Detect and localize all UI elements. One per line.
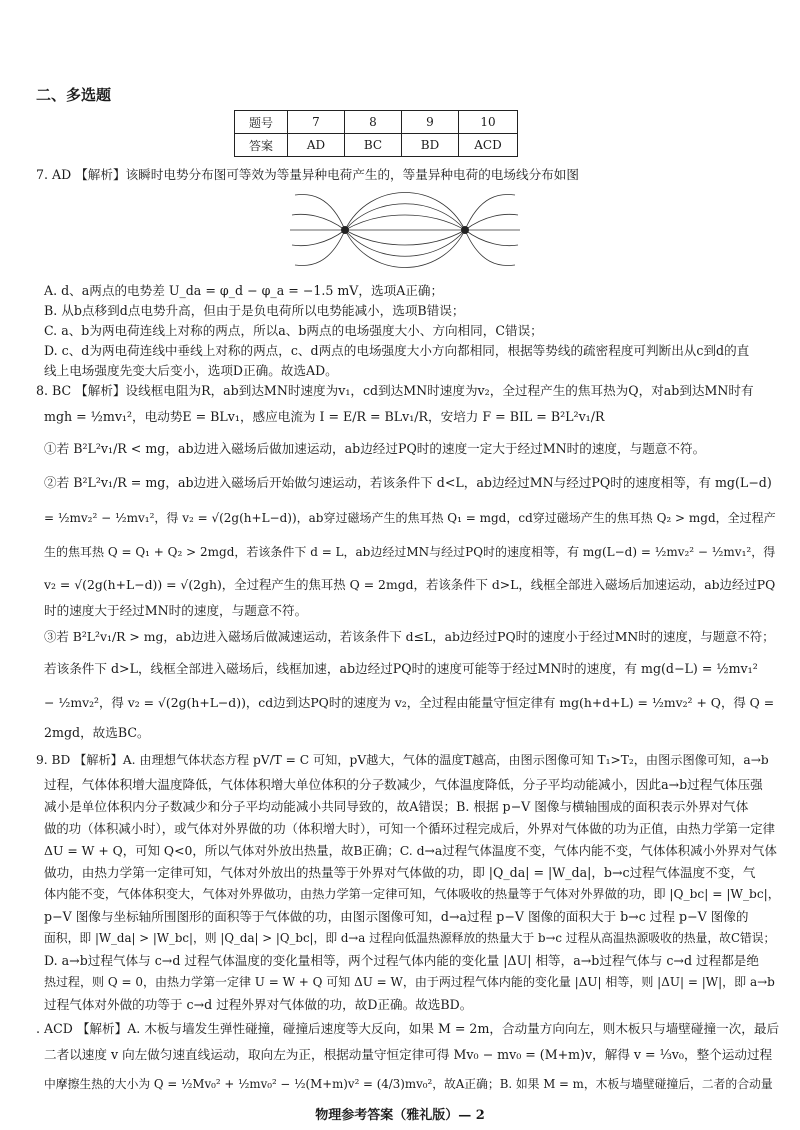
answer-table-header-number: 题号 — [235, 111, 288, 134]
q8-line: 时的速度大于经过MN时的速度，与题意不符。 — [44, 603, 308, 618]
q7-line: A. d、a两点的电势差 U_da = φ_d − φ_a = −1.5 mV，选项A正确； — [44, 283, 444, 298]
negative-charge-icon — [461, 226, 469, 234]
positive-charge-icon — [341, 226, 349, 234]
q7-line: 7. AD 【解析】该瞬时电势分布图可等效为等量异种电荷产生的，等量异种电荷的电场线分布如图 — [36, 167, 579, 182]
q7-line: 线上电场强度先变大后变小，选项D正确。故选AD。 — [44, 363, 338, 378]
q8-line: = ½mv₂² − ½mv₁²，得 v₂ = √(2g(h+L−d))，ab穿过磁场产生的焦耳热 Q₁ = mgd，cd穿过磁场产生的焦耳热 Q₂ > mgd，全过程产 — [44, 511, 776, 525]
answer-table-number: 9 — [402, 111, 459, 134]
q9-line: 9. BD 【解析】A. 由理想气体状态方程 pV/T = C 可知，pV越大，气体的温度T越高，由图示图像可知 T₁>T₂，由图示图像可知，a→b — [36, 753, 769, 767]
page-footer: 物理参考答案（雅礼版）— 2 — [315, 1108, 485, 1123]
q10-line: 二者以速度 v 向左做匀速直线运动，取向左为正，根据动量守恒定律可得 Mv₀ − mv₀ = (M+m)v，解得 v = ⅓v₀，整个运动过程 — [44, 1047, 773, 1062]
q8-line: ①若 B²L²v₁/R < mg，ab边进入磁场后做加速运动，ab边经过PQ时的速度一定大于经过MN时的速度，与题意不符。 — [44, 441, 706, 456]
q8-line: − ½mv₂²，得 v₂ = √(2g(h+L−d))，cd边到达PQ时的速度为 v₂，全过程由能量守恒定律有 mg(h+d+L) = ½mv₂² + Q，得 Q = — [44, 695, 775, 710]
answer-table-number-row — [235, 111, 518, 134]
q8-line: 2mgd，故选BC。 — [44, 725, 150, 740]
field-lines-figure — [290, 185, 520, 275]
q9-line: 面积，即 |W_da| > |W_bc|，则 |Q_da| > |Q_bc|，即 d→a 过程向低温热源释放的热量大于 b→c 过程从高温热源吸收的热量，故C错误； — [44, 931, 776, 945]
q9-line: ΔU = W + Q，可知 Q<0，所以气体对外放出热量，故B正确；C. d→a过程气体温度不变，气体内能不变，气体体积减小外界对气体 — [44, 843, 777, 858]
q7-line: C. a、b为两电荷连线上对称的两点，所以a、b两点的电场强度大小、方向相同，C错误； — [44, 323, 543, 338]
q8-line: ②若 B²L²v₁/R = mg，ab边进入磁场后开始做匀速运动，若该条件下 d<L，ab边经过MN与经过PQ时的速度相等，有 mg(L−d) — [44, 475, 772, 490]
section-title: 二、多选题 — [36, 86, 112, 104]
answer-table-header-answer: 答案 — [235, 134, 288, 157]
q9-line: 过程气体对外做的功等于 c→d 过程外界对气体做的功，故D正确。故选BD。 — [44, 997, 473, 1012]
q9-line: 过程，气体体积增大温度降低，气体体积增大单位体积的分子数减少，气体温度降低，分子平均动能减小，因此a→b过程气体压强 — [44, 777, 763, 792]
answer-table-answer: BC — [345, 134, 402, 157]
q8-line: v₂ = √(2g(h+L−d)) = √(2gh)，全过程产生的焦耳热 Q = 2mgd，若该条件下 d>L，线框全部进入磁场后加速运动，ab边经过PQ — [44, 577, 776, 592]
q7-line: D. c、d为两电荷连线中垂线上对称的两点，c、d两点的电场强度大小方向都相同，根据等势线的疏密程度可判断出从c到d的直 — [44, 343, 750, 358]
q7-line: B. 从b点移到d点电势升高，但由于是负电荷所以电势能减小，选项B错误； — [44, 303, 465, 318]
answer-table-number: 7 — [288, 111, 345, 134]
answer-table-number: 10 — [459, 111, 518, 134]
q9-line: 做功，由热力学第一定律可知，气体对外放出的热量等于外界对气体做的功，即 |Q_da| = |W_da|，b→c过程气体温度不变，气 — [44, 865, 756, 880]
q10-line: . ACD 【解析】A. 木板与墙发生弹性碰撞，碰撞后速度等大反向，如果 M = 2m，合动量方向向左，则木板只与墙壁碰撞一次，最后 — [36, 1021, 780, 1036]
answer-table-number: 8 — [345, 111, 402, 134]
answer-table-answer: BD — [402, 134, 459, 157]
answer-table — [234, 110, 518, 157]
answer-table-answer-row — [235, 134, 518, 157]
q9-line: 减小是单位体积内分子数减少和分子平均动能减小共同导致的，故A错误；B. 根据 p−V 图像与横轴围成的面积表示外界对气体 — [44, 799, 749, 814]
answer-table-answer: ACD — [459, 134, 518, 157]
q8-line: 8. BC 【解析】设线框电阻为R，ab到达MN时速度为v₁，cd到达MN时速度为v₂，全过程产生的焦耳热为Q，对ab到达MN时有 — [36, 383, 754, 398]
answer-table-answer: AD — [288, 134, 345, 157]
q9-line: 热过程，则 Q = 0，由热力学第一定律 U = W + Q 可知 ΔU = W，由于两过程气体内能的变化量 |ΔU| 相等，则 |ΔU| = |W|，即 a→b — [44, 975, 775, 989]
q9-line: 做的功（体积减小时），或气体对外界做的功（体积增大时），可知一个循环过程完成后，外界对气体做的功为正值，由热力学第一定律 — [44, 821, 776, 836]
q8-line: 生的焦耳热 Q = Q₁ + Q₂ > 2mgd，若该条件下 d = L，ab边经过MN与经过PQ时的速度相等，有 mg(L−d) = ½mv₂² − ½mv₁²，得 — [44, 545, 776, 559]
q8-line: mgh = ½mv₁²，电动势E = BLv₁，感应电流为 I = E/R = BLv₁/R，安培力 F = BIL = B²L²v₁/R — [44, 409, 605, 424]
q9-line: 体内能不变，气体体积变大，气体对外界做功，由热力学第一定律可知，气体吸收的热量等于气体对外界做的功，即 |Q_bc| = |W_bc|， — [44, 887, 780, 901]
q9-line: p−V 图像与坐标轴所围图形的面积等于气体做的功，由图示图像可知，d→a过程 p−V 图像的面积大于 b→c 过程 p−V 图像的 — [44, 909, 749, 924]
q9-line: D. a→b过程气体与 c→d 过程气体温度的变化量相等，两个过程气体内能的变化量 |ΔU| 相等，a→b过程气体与 c→d 过程都是绝 — [44, 953, 759, 968]
q8-line: ③若 B²L²v₁/R > mg，ab边进入磁场后做减速运动，若该条件下 d≤L，ab边经过PQ时的速度小于经过MN时的速度，与题意不符； — [44, 629, 775, 644]
q10-line: 中摩擦生热的大小为 Q = ½Mv₀² + ½mv₀² − ½(M+m)v² = (4/3)mv₀²，故A正确；B. 如果 M = m，木板与墙壁碰撞后，二者的合动量 — [44, 1077, 773, 1091]
q8-line: 若该条件下 d>L，线框全部进入磁场后，线框加速，ab边经过PQ时的速度可能等于经过MN时的速度，有 mg(d−L) = ½mv₁² — [44, 661, 758, 676]
